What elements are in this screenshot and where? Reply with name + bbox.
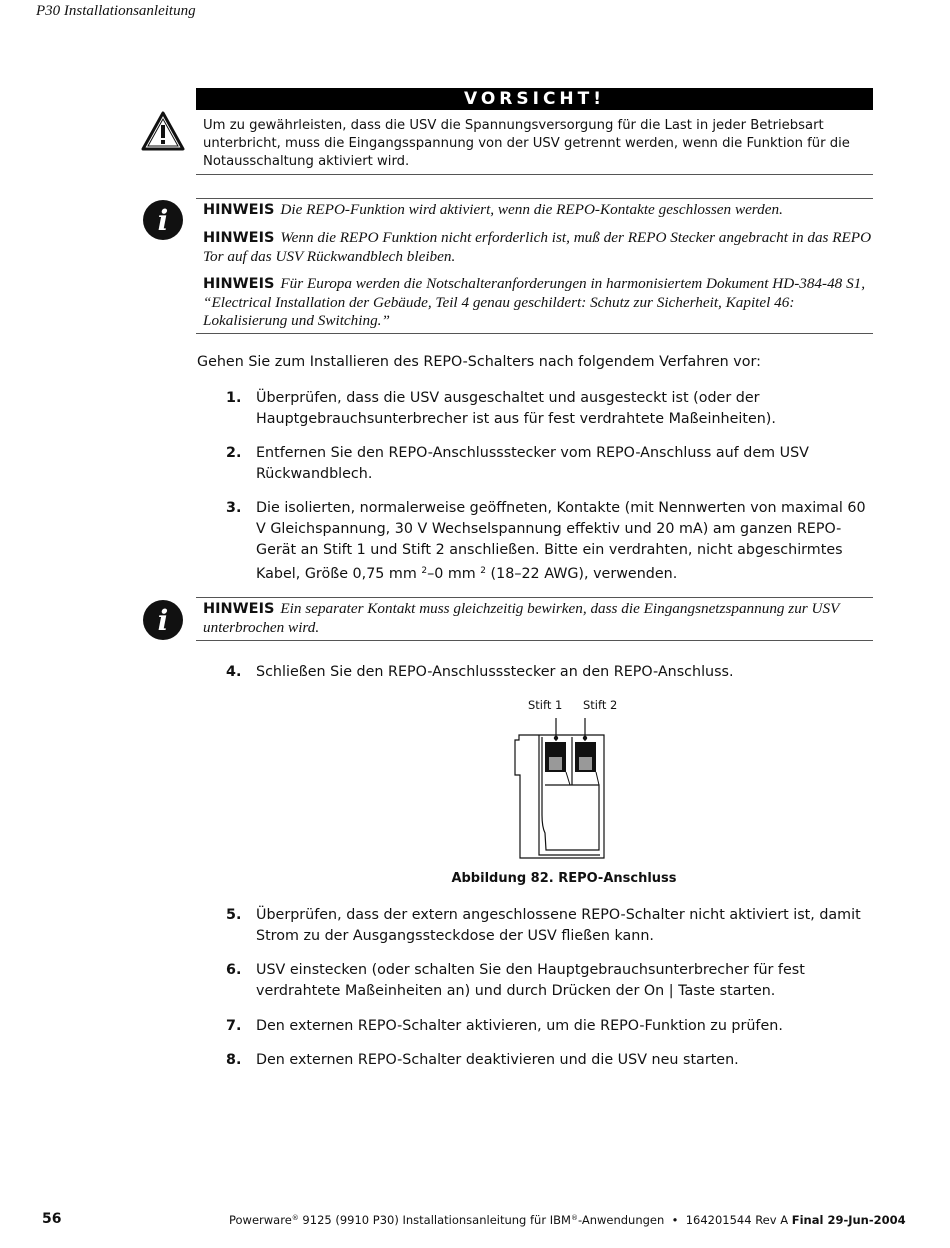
note-label: HINWEIS [203,601,275,617]
divider [196,597,873,598]
figure-caption: Abbildung 82. REPO-Anschluss [451,871,677,886]
step-text: Den externen REPO-Schalter aktivieren, um die REPO-Funktion zu prüfen. [256,1018,783,1034]
page-number: 56 [42,1211,62,1227]
pin2-label: Stift 2 [583,698,618,712]
running-head: P30 Installationsanleitung [36,3,196,19]
note-4 [203,600,873,637]
pin1-label: Stift 1 [528,698,563,712]
step-text: Den externen REPO-Schalter deaktivieren und die USV neu starten. [256,1052,739,1068]
step-number: 1. [226,390,242,406]
repo-connector-diagram [500,715,615,865]
note-text: Wenn die REPO Funktion nicht erforderlich ist, muß der REPO Stecker angebracht in das REPO Tor auf das USV Rückwandblech bleiben. [203,229,872,265]
step-number: 3. [226,500,242,516]
warning-triangle-icon [140,110,186,152]
caution-text: Um zu gewährleisten, dass die USV die Spannungsversorgung für die Last in jeder Betriebsart unterbricht, muss die Eingangsspannung von der USV getrennt werden, wenn die Funktion für die Notausschaltung aktiviert wird. [203,118,850,169]
pin1-contact [549,757,562,770]
note-text: Für Europa werden die Notschalteranforderungen in harmonisiertem Dokument HD-384-48 S1, “Electrical Installation der Gebäude, Teil 4 genau geschildert: Schutz zur Sicherheit, Kapitel 46: Lokalisierung und Switching.” [203,275,866,329]
step-number: 4. [226,664,242,680]
step-number: 8. [226,1052,242,1068]
info-icon: i [143,600,183,640]
step-number: 2. [226,445,242,461]
divider [196,333,873,334]
note-3 [203,275,873,331]
divider [196,174,873,175]
note-2 [203,229,873,266]
step-number: 5. [226,907,242,923]
step-text: Überprüfen, dass die USV ausgeschaltet und ausgesteckt ist (oder der Hauptgebrauchsunterbrecher ist aus für fest verdrahtete Maßeinheiten). [256,390,776,427]
step-text: USV einstecken (oder schalten Sie den Hauptgebrauchsunterbrecher für fest verdrahtete Maßeinheiten an) und durch Drücken der On | Taste starten. [256,962,805,999]
info-icon: i [143,200,183,240]
divider [196,640,873,641]
note-label: HINWEIS [203,202,275,218]
caution-title: VORSICHT! [196,88,873,110]
step-text: Die isolierten, normalerweise geöffneten, Kontakte (mit Nennwerten von maximal 60 V Gleichspannung, 30 V Wechselspannung effektiv und 20 mA) am ganzen REPO-Gerät an Stift 1 und Stift 2 anschließen. Bitte ein verdrahten, nicht abgeschirmtes Kabel, Größe 0,75 mm $^2$–0 mm $^2$ (18–22 AWG), verwenden. [256,500,866,582]
note-text: Ein separater Kontakt muss gleichzeitig bewirken, dass die Eingangsnetzspannung zur USV unterbrochen wird. [203,600,840,636]
note-label: HINWEIS [203,230,275,246]
pin1-dot [554,736,558,740]
step-number: 6. [226,962,242,978]
step-text: Schließen Sie den REPO-Anschlussstecker an den REPO-Anschluss. [256,664,734,680]
note-text: Die REPO-Funktion wird aktiviert, wenn die REPO-Kontakte geschlossen werden. [280,201,783,218]
pin2-dot [583,736,587,740]
footer-text: Powerware® 9125 (9910 P30) Installationsanleitung für IBM®-Anwendungen • 164201544 Rev A Final 29-Jun-2004 [229,1213,906,1227]
step-number: 7. [226,1018,242,1034]
step-text: Überprüfen, dass der extern angeschlossene REPO-Schalter nicht aktiviert ist, damit Strom zu der Ausgangssteckdose der USV fließen kann. [256,907,861,944]
step-text: Entfernen Sie den REPO-Anschlussstecker vom REPO-Anschluss auf dem USV Rückwandblech. [256,445,809,482]
note-label: HINWEIS [203,276,275,292]
divider [196,198,873,199]
note-1 [203,201,873,220]
procedure-intro: Gehen Sie zum Installieren des REPO-Schalters nach folgendem Verfahren vor: [197,354,761,370]
pin2-contact [579,757,592,770]
